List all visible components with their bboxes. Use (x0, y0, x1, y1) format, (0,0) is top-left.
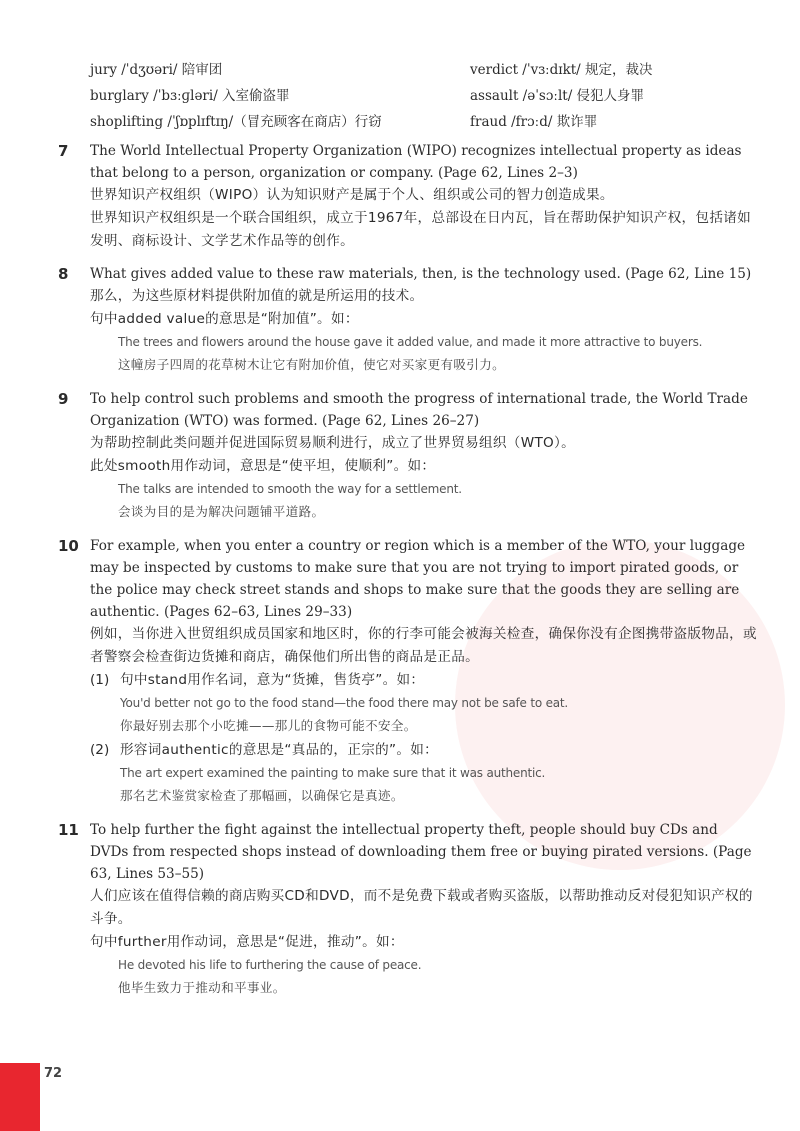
note-item-9 (58, 388, 758, 525)
translation: 世界知识产权组织（WIPO）认为知识财产是属于个人、组织或公司的智力创造成果。 (90, 187, 614, 203)
example-english: The art expert examined the painting to make sure that it was authentic. (120, 766, 546, 780)
vocab-entry: assault /əˈsɔːlt/ 侵犯人身罪 (470, 88, 645, 104)
translation: 例如，当你进入世贸组织成员国家和地区时，你的行李可能会被海关检查，确保你没有企图携带盗版物品，或者警察会检查街边货摊和商店，确保他们所出售的商品是正品。 (90, 626, 757, 665)
usage-note: 句中stand用作名词，意为“货摊，售货亭”。如： (120, 672, 425, 688)
source-sentence: The World Intellectual Property Organization (WIPO) recognizes intellectual property as ideas that belong to a person, organization or company. (Page 62, Lines 2–3) (90, 143, 742, 181)
item-number: 7 (58, 142, 69, 160)
usage-note: 此处smooth用作动词，意思是“使平坦，使顺利”。如： (90, 458, 436, 474)
vocabulary-list (90, 58, 758, 130)
item-number: 9 (58, 390, 69, 408)
example-english: The talks are intended to smooth the way for a settlement. (118, 482, 462, 496)
source-sentence: To help control such problems and smooth the progress of international trade, the World Trade Organization (WTO) was formed. (Page 62, Lines 26–27) (90, 391, 748, 429)
sub-note-number: (1) (90, 672, 110, 688)
vocab-entry: jury /ˈdʒʊəri/ 陪审团 (90, 62, 223, 78)
translation: 那么，为这些原材料提供附加值的就是所运用的技术。 (90, 288, 424, 304)
sub-note-number: (2) (90, 742, 110, 758)
usage-note: 句中added value的意思是“附加值”。如： (90, 311, 359, 327)
example-english: You'd better not go to the food stand—the food there may not be safe to eat. (120, 696, 569, 710)
note-item-8 (58, 263, 758, 378)
source-sentence: What gives added value to these raw materials, then, is the technology used. (Page 62, Line 15) (90, 266, 752, 282)
translation: 人们应该在值得信赖的商店购买CD和DVD，而不是免费下载或者购买盗版，以帮助推动反对侵犯知识产权的斗争。 (90, 888, 753, 927)
example-english: The trees and flowers around the house gave it added value, and made it more attractive to buyers. (118, 335, 703, 349)
item-number: 8 (58, 265, 69, 283)
vocab-entry: verdict /ˈvɜːdɪkt/ 规定，裁决 (470, 62, 653, 78)
example-chinese: 你最好别去那个小吃摊——那儿的食物可能不安全。 (120, 718, 417, 733)
page-number: 72 (44, 1066, 63, 1081)
note-item-11 (58, 819, 758, 1001)
vocab-entry: fraud /frɔːd/ 欺诈罪 (470, 114, 598, 130)
explanation: 世界知识产权组织是一个联合国组织，成立于1967年，总部设在日内瓦，旨在帮助保护知识产权，包括诸如发明、商标设计、文学艺术作品等的创作。 (90, 210, 752, 249)
source-sentence: For example, when you enter a country or region which is a member of the WTO, your luggage may be inspected by customs to make sure that you are not trying to import pirated goods, or the police may check street stands and shops to make sure that the goods they are selling are authentic. (Pages 62–63, Lines 29–33) (90, 538, 746, 620)
item-number: 11 (58, 821, 79, 839)
example-chinese: 会谈为目的是为解决问题铺平道路。 (118, 504, 325, 519)
example-english: He devoted his life to furthering the cause of peace. (118, 958, 422, 972)
source-sentence: To help further the fight against the intellectual property theft, people should buy CDs and DVDs from respected shops instead of downloading them free or buying pirated versions. (Page 63, Lines 53–55) (90, 822, 752, 882)
usage-note: 句中further用作动词，意思是“促进，推动”。如： (90, 934, 404, 950)
item-number: 10 (58, 537, 79, 555)
example-chinese: 这幢房子四周的花草树木让它有附加价值，使它对买家更有吸引力。 (118, 357, 506, 372)
page-content (58, 58, 758, 1001)
note-item-7 (58, 140, 758, 253)
note-item-10 (58, 535, 758, 809)
translation: 为帮助控制此类问题并促进国际贸易顺利进行，成立了世界贸易组织（WTO）。 (90, 435, 576, 451)
vocab-entry: burglary /ˈbɜːɡləri/ 入室偷盗罪 (90, 88, 290, 104)
usage-note: 形容词authentic的意思是“真品的，正宗的”。如： (120, 742, 439, 758)
example-chinese: 那名艺术鉴赏家检查了那幅画，以确保它是真迹。 (120, 788, 404, 803)
example-chinese: 他毕生致力于推动和平事业。 (118, 980, 286, 995)
page-corner-tab (0, 1063, 40, 1131)
sub-note-2 (90, 739, 758, 809)
vocab-entry: shoplifting /ˈʃɒplɪftɪŋ/（冒充顾客在商店）行窃 (90, 114, 382, 130)
sub-note-1 (90, 669, 758, 739)
